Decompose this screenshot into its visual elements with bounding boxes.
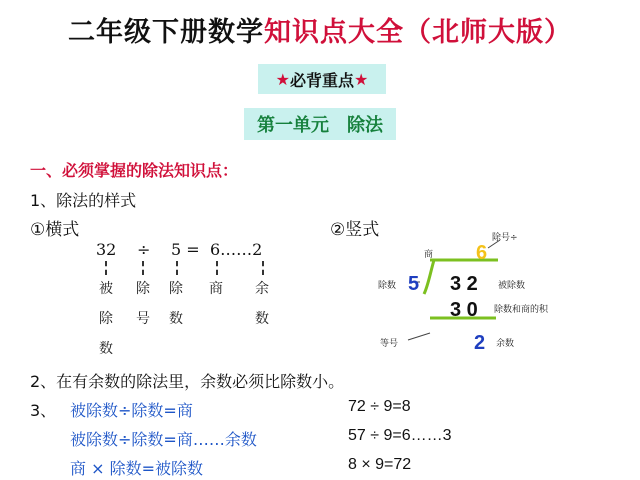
label-remainder-2: 数 [255,311,269,327]
label-sign-2: 号 [136,311,150,327]
label-remainder-1: 余 [255,281,269,297]
label-dividend-1: 被 [99,281,113,297]
label-dividend-2: 除 [99,311,113,327]
star-icon: ★ [354,69,369,89]
tick-mark [262,261,264,275]
digit-product: 3 0 [450,299,478,321]
section-heading: 一、必须掌握的除法知识点： [30,161,239,180]
digit-remainder: 2 [474,332,486,354]
unit-heading: 第一单元 除法 [244,108,396,140]
label-sign-1: 除 [136,281,150,297]
label-divisor-v: 除数 [378,281,397,291]
horizontal-label: ①横式 [30,220,80,240]
label-equal-v: 等号 [380,339,399,349]
label-divisor-2: 数 [169,311,183,327]
item-1-text: 1、除法的样式 [30,191,137,210]
digit-divisor: 5 [408,273,420,295]
label-dividend-3: 数 [99,341,113,357]
rule-formula-1: 被除数÷除数=商 [70,401,193,420]
label-dividend-v: 被除数 [498,281,526,291]
horizontal-divisor: 5 = [171,240,200,259]
tick-mark [176,261,178,275]
digit-dividend: 3 2 [450,273,478,295]
rule-formula-3: 商 × 除数=被除数 [70,459,203,478]
item-3-number: 3、 [30,401,57,420]
division-bracket [424,260,434,294]
long-division-diagram [368,228,560,358]
horizontal-dividend: 32 [96,240,117,259]
title-black: 二年级下册数学 [68,17,264,48]
tick-mark [216,261,218,275]
rule-example-3: 8 × 9=72 [348,456,412,473]
vertical-label: ②竖式 [330,220,380,240]
rule-example-1: 72 ÷ 9=8 [348,398,411,415]
horizontal-quotient-remainder: 6……2 [210,240,263,259]
tick-mark [142,261,144,275]
digit-quotient: 6 [476,242,488,264]
badge-text: 必背重点 [289,70,354,90]
label-divisor-1: 除 [169,281,183,297]
key-points-badge [258,64,386,94]
label-product-v: 除数和商的积 [494,305,549,315]
rule-formula-2: 被除数÷除数=商……余数 [70,430,257,449]
rule-example-2: 57 ÷ 9=6……3 [348,427,452,444]
label-quotient-v: 商 [424,250,434,260]
label-remainder-v: 余数 [496,339,515,349]
item-2-text: 2、在有余数的除法里，余数必须比除数小。 [30,372,345,391]
title-red: 知识点大全（北师大版） [264,17,572,48]
tick-mark [105,261,107,275]
horizontal-division-sign: ÷ [137,240,151,259]
star-icon: ★ [275,69,290,89]
page-title [0,10,640,49]
arrow-equal [408,333,430,340]
label-quotient: 商 [209,281,223,297]
label-division-sign: 除号÷ [492,233,518,243]
